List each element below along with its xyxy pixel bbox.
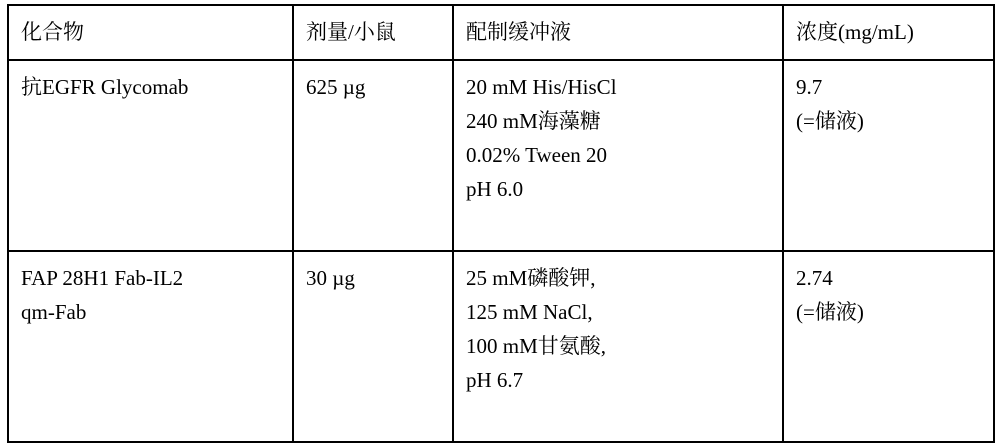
cell-dose bbox=[293, 60, 453, 251]
cell-concentration bbox=[783, 251, 994, 442]
table-header-row bbox=[8, 5, 994, 60]
cell-line: FAP 28H1 Fab-IL2 bbox=[21, 266, 184, 291]
cell-concentration bbox=[783, 60, 994, 251]
table-header-cell-compound bbox=[8, 5, 293, 60]
table-row bbox=[8, 251, 994, 442]
cell-line: 抗EGFR Glycomab bbox=[21, 75, 189, 100]
cell-line: (=储液) bbox=[796, 300, 864, 325]
header-text-concentration: 浓度(mg/mL) bbox=[796, 20, 914, 44]
cell-line: pH 6.7 bbox=[466, 368, 524, 393]
header-text-buffer: 配制缓冲液 bbox=[466, 20, 571, 44]
table-header-cell-concentration bbox=[783, 5, 994, 60]
cell-line: qm-Fab bbox=[21, 300, 87, 325]
cell-buffer bbox=[453, 251, 783, 442]
cell-line: 9.7 bbox=[796, 75, 823, 100]
cell-line: 240 mM海藻糖 bbox=[466, 109, 601, 134]
table-header-cell-dose bbox=[293, 5, 453, 60]
cell-line: (=储液) bbox=[796, 109, 864, 134]
cell-line: 0.02% Tween 20 bbox=[466, 143, 608, 168]
header-text-dose: 剂量/小鼠 bbox=[306, 20, 396, 44]
formulation-table bbox=[7, 4, 995, 443]
cell-dose bbox=[293, 251, 453, 442]
cell-line: 25 mM磷酸钾, bbox=[466, 266, 596, 291]
table-row bbox=[8, 60, 994, 251]
cell-compound bbox=[8, 251, 293, 442]
header-text-compound: 化合物 bbox=[21, 20, 84, 44]
cell-line: 20 mM His/HisCl bbox=[466, 75, 617, 100]
cell-line: 100 mM甘氨酸, bbox=[466, 334, 607, 359]
cell-compound bbox=[8, 60, 293, 251]
cell-line: pH 6.0 bbox=[466, 177, 524, 202]
cell-line: 625 µg bbox=[306, 75, 366, 100]
cell-line: 125 mM NaCl, bbox=[466, 300, 593, 325]
cell-line: 2.74 bbox=[796, 266, 833, 291]
table-header-cell-buffer bbox=[453, 5, 783, 60]
cell-buffer bbox=[453, 60, 783, 251]
cell-line: 30 µg bbox=[306, 266, 355, 291]
